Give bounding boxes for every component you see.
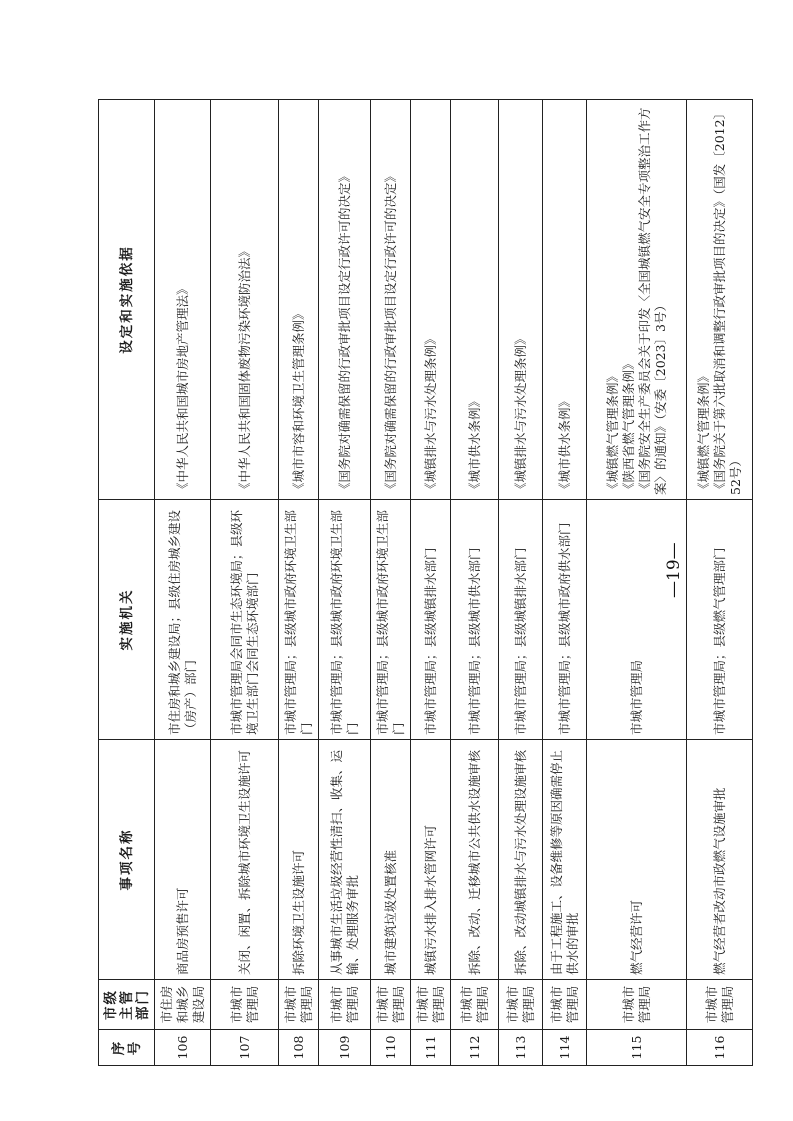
header-row xyxy=(99,100,155,1066)
cell-dept: 市城市管理局 xyxy=(451,980,499,1030)
basis-line: 《中华人民共和国城市房地产管理法》 xyxy=(174,282,190,495)
cell-no: 110 xyxy=(371,1030,411,1066)
cell-name: 城市建筑垃圾处置核准 xyxy=(371,740,411,980)
cell-basis xyxy=(451,100,499,500)
table-row xyxy=(319,100,371,1066)
cell-dept: 市城市管理局 xyxy=(687,980,753,1030)
cell-org: 市城市管理局；县级城市政府供水部门 xyxy=(543,500,587,740)
header-no: 序号 xyxy=(99,1030,155,1066)
basis-line: 《中华人民共和国固体废物污染环境防治法》 xyxy=(236,244,252,495)
cell-org: 市城市管理局；县级城市政府环境卫生部门 xyxy=(319,500,371,740)
cell-dept: 市城市管理局 xyxy=(319,980,371,1030)
cell-name: 城镇污水排入排水管网许可 xyxy=(411,740,451,980)
cell-basis xyxy=(687,100,753,500)
basis-line: 《国务院关于第六批取消和调整行政审批项目的决定》（国发〔2012〕52号） xyxy=(711,106,743,495)
cell-name: 从事城市生活垃圾经营性清扫、收集、运输、处理服务审批 xyxy=(319,740,371,980)
basis-line: 《城镇燃气管理条例》 xyxy=(604,369,620,495)
basis-line: 《城镇燃气管理条例》 xyxy=(695,369,711,495)
basis-line: 《国务院对确需保留的行政审批项目设定行政许可的决定》 xyxy=(336,169,352,495)
basis-line: 《城镇排水与污水处理条例》 xyxy=(422,332,438,495)
cell-basis xyxy=(371,100,411,500)
cell-name: 拆除、改动、迁移城市公共供水设施审核 xyxy=(451,740,499,980)
cell-name: 由于工程施工、设备维修等原因确需停止供水的审批 xyxy=(543,740,587,980)
basis-line: 《陕西省燃气管理条例》 xyxy=(620,357,636,495)
cell-org: 市住房和城乡建设局；县级住房城乡建设（房产）部门 xyxy=(155,500,211,740)
cell-no: 116 xyxy=(687,1030,753,1066)
cell-name: 拆除、改动城镇排水与污水处理设施审核 xyxy=(499,740,543,980)
cell-basis xyxy=(543,100,587,500)
cell-no: 113 xyxy=(499,1030,543,1066)
cell-no: 111 xyxy=(411,1030,451,1066)
table-row xyxy=(211,100,279,1066)
basis-line: 《国务院安全生产委员会关于印发〈全国城镇燃气安全专项整治工作方案〉的通知》（安委〔2023〕3号） xyxy=(636,107,668,495)
cell-name: 燃气经营许可 xyxy=(587,740,687,980)
header-name: 事项名称 xyxy=(99,740,155,980)
cell-dept: 市城市管理局 xyxy=(543,980,587,1030)
cell-no: 108 xyxy=(279,1030,319,1066)
cell-org: 市城市管理局；县级燃气管理部门 xyxy=(687,500,753,740)
cell-basis xyxy=(211,100,279,500)
cell-org: 市城市管理局；县级城镇排水部门 xyxy=(411,500,451,740)
cell-dept: 市住房和城乡建设局 xyxy=(155,980,211,1030)
cell-basis xyxy=(155,100,211,500)
cell-org: 市城市管理局 xyxy=(587,500,687,740)
cell-basis xyxy=(279,100,319,500)
basis-line: 《城市市容和环境卫生管理条例》 xyxy=(290,307,306,495)
cell-basis xyxy=(587,100,687,500)
page-number: —19— xyxy=(664,542,684,598)
table-row xyxy=(451,100,499,1066)
cell-basis xyxy=(411,100,451,500)
permit-table xyxy=(98,99,753,1066)
cell-name: 燃气经营者改动市政燃气设施审批 xyxy=(687,740,753,980)
cell-org: 市城市管理局；县级城市政府环境卫生部门 xyxy=(371,500,411,740)
cell-basis xyxy=(319,100,371,500)
cell-org: 市城市管理局；县级城市供水部门 xyxy=(451,500,499,740)
basis-line: 《城镇排水与污水处理条例》 xyxy=(512,332,528,495)
cell-no: 112 xyxy=(451,1030,499,1066)
cell-dept: 市城市管理局 xyxy=(587,980,687,1030)
cell-org: 市城市管理局会同市生态环境局；县级环境卫生部门会同生态环境部门 xyxy=(211,500,279,740)
cell-name: 商品房预售许可 xyxy=(155,740,211,980)
table-row xyxy=(543,100,587,1066)
cell-org: 市城市管理局；县级城镇排水部门 xyxy=(499,500,543,740)
table-row xyxy=(279,100,319,1066)
cell-name: 拆除环境卫生设施许可 xyxy=(279,740,319,980)
table-row xyxy=(499,100,543,1066)
cell-no: 106 xyxy=(155,1030,211,1066)
basis-line: 《城市供水条例》 xyxy=(556,394,572,495)
table-row xyxy=(155,100,211,1066)
basis-line: 《国务院对确需保留的行政审批项目设定行政许可的决定》 xyxy=(382,169,398,495)
cell-dept: 市城市管理局 xyxy=(499,980,543,1030)
cell-no: 115 xyxy=(587,1030,687,1066)
header-org: 实施机关 xyxy=(99,500,155,740)
table-row xyxy=(371,100,411,1066)
cell-dept: 市城市管理局 xyxy=(279,980,319,1030)
table-row xyxy=(687,100,753,1066)
header-dept: 市级主管部门 xyxy=(99,980,155,1030)
cell-dept: 市城市管理局 xyxy=(211,980,279,1030)
cell-name: 关闭、闲置、拆除城市环境卫生设施许可 xyxy=(211,740,279,980)
cell-no: 109 xyxy=(319,1030,371,1066)
header-basis: 设定和实施依据 xyxy=(99,100,155,500)
cell-no: 114 xyxy=(543,1030,587,1066)
table-row xyxy=(411,100,451,1066)
basis-line: 《城市供水条例》 xyxy=(466,394,482,495)
cell-basis xyxy=(499,100,543,500)
cell-no: 107 xyxy=(211,1030,279,1066)
cell-dept: 市城市管理局 xyxy=(371,980,411,1030)
cell-dept: 市城市管理局 xyxy=(411,980,451,1030)
cell-org: 市城市管理局；县级城市政府环境卫生部门 xyxy=(279,500,319,740)
